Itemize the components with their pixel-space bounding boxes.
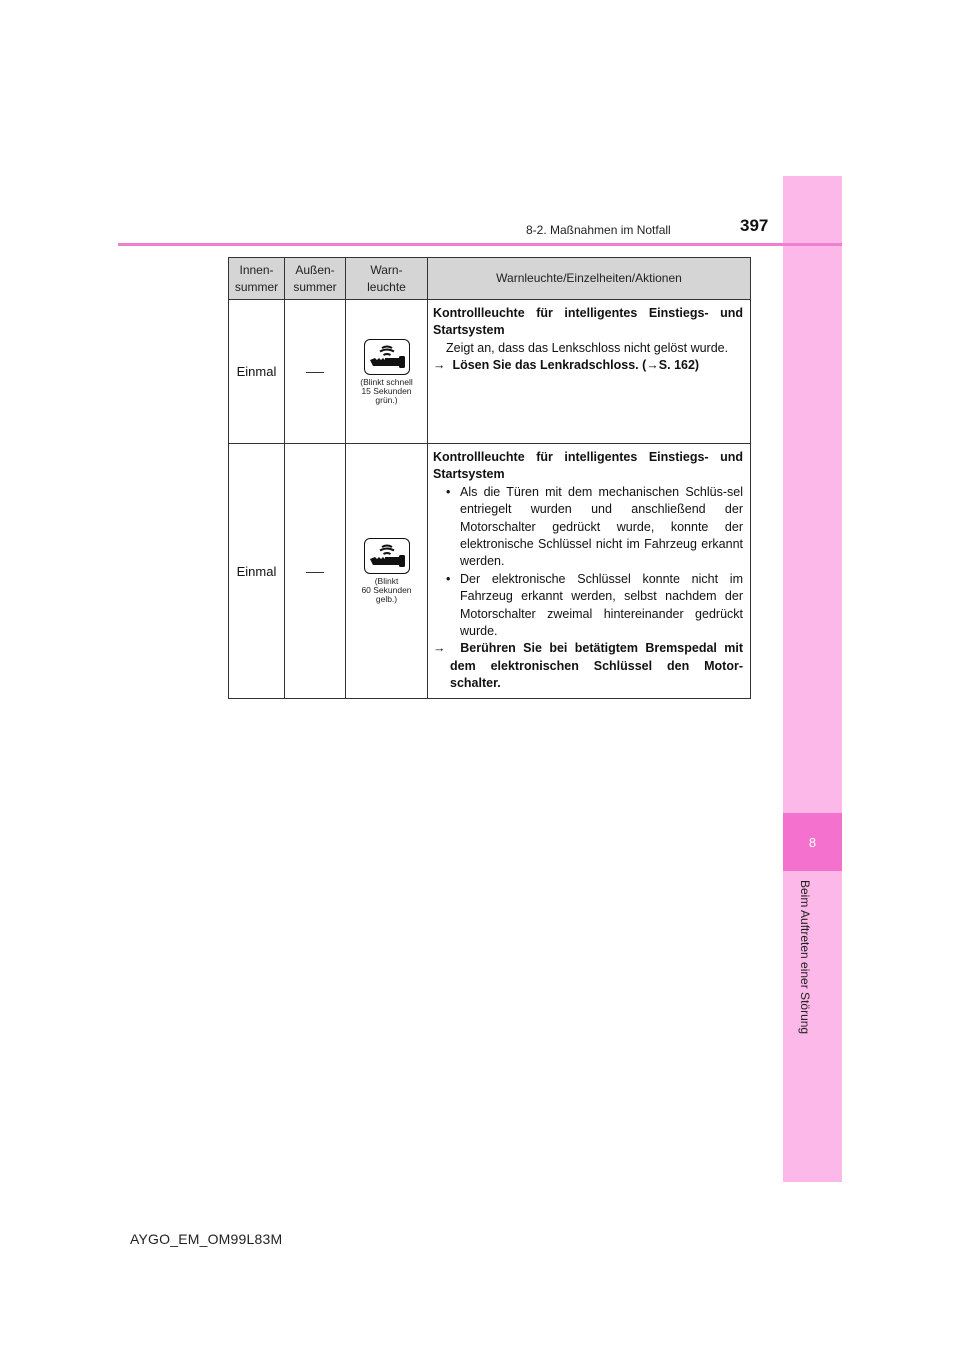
table-header-row: [229, 258, 751, 300]
indicator-description: Zeigt an, dass das Lenkschloss nicht gelöst wurde.: [446, 340, 729, 355]
table-row: [229, 300, 751, 444]
chapter-number: 8: [783, 813, 842, 871]
page-number: 397: [740, 216, 769, 235]
blink-note: (Blinkt 60 Sekunden gelb.): [361, 576, 412, 604]
details-cell: [428, 444, 751, 699]
outer-buzzer-cell: [285, 444, 346, 699]
indicator-title: Kontrollleuchte für intelligentes Einstiegs- und Startsystem: [433, 450, 743, 482]
dash-icon: [306, 372, 324, 373]
warning-light-cell: [346, 300, 428, 444]
header-outer-buzzer: Außen- summer: [285, 258, 346, 300]
warning-table: [228, 257, 751, 699]
header-warning-light: Warn- leuchte: [346, 258, 428, 300]
header-inner-buzzer: Innen- summer: [229, 258, 285, 300]
indicator-title: Kontrollleuchte für intelligentes Einstiegs- und Startsystem: [433, 306, 743, 338]
inner-buzzer-cell: Einmal: [229, 444, 285, 699]
key-with-wireless-waves-icon: [364, 339, 410, 375]
section-title: 8-2. Maßnahmen im Notfall: [526, 223, 671, 237]
key-with-wireless-waves-icon: [364, 538, 410, 574]
action-text: → Lösen Sie das Lenkradschloss. (→S. 162): [433, 358, 700, 373]
list-item: • Als die Türen mit dem mechanischen Schlüs-sel entriegelt wurden und anschließend der Motorschalter gedrückt wurde, konnte der elektronische Schlüssel nicht im Fahrzeug erkannt werden.: [446, 484, 743, 569]
table-row: [229, 444, 751, 699]
outer-buzzer-cell: [285, 300, 346, 444]
blink-note: (Blinkt schnell 15 Sekunden grün.): [360, 376, 413, 405]
chapter-title: Beim Auftreten einer Störung: [798, 880, 812, 1035]
details-cell: [428, 300, 751, 444]
document-code: AYGO_EM_OM99L83M: [130, 1231, 283, 1247]
list-item: • Der elektronische Schlüssel konnte nicht im Fahrzeug erkannt werden, selbst nachdem der Motorschalter zweimal hintereinander gedrückt wurde.: [446, 571, 743, 639]
header-divider: [118, 243, 842, 246]
chapter-side-tab: [783, 176, 842, 1182]
header-details: Warnleuchte/Einzelheiten/Aktionen: [428, 258, 751, 300]
dash-icon: [306, 572, 324, 573]
warning-light-cell: [346, 444, 428, 699]
inner-buzzer-cell: Einmal: [229, 300, 285, 444]
action-text: → Berühren Sie bei betätigtem Bremspedal mit dem elektronischen Schlüssel den Motor-schalter.: [433, 641, 743, 691]
